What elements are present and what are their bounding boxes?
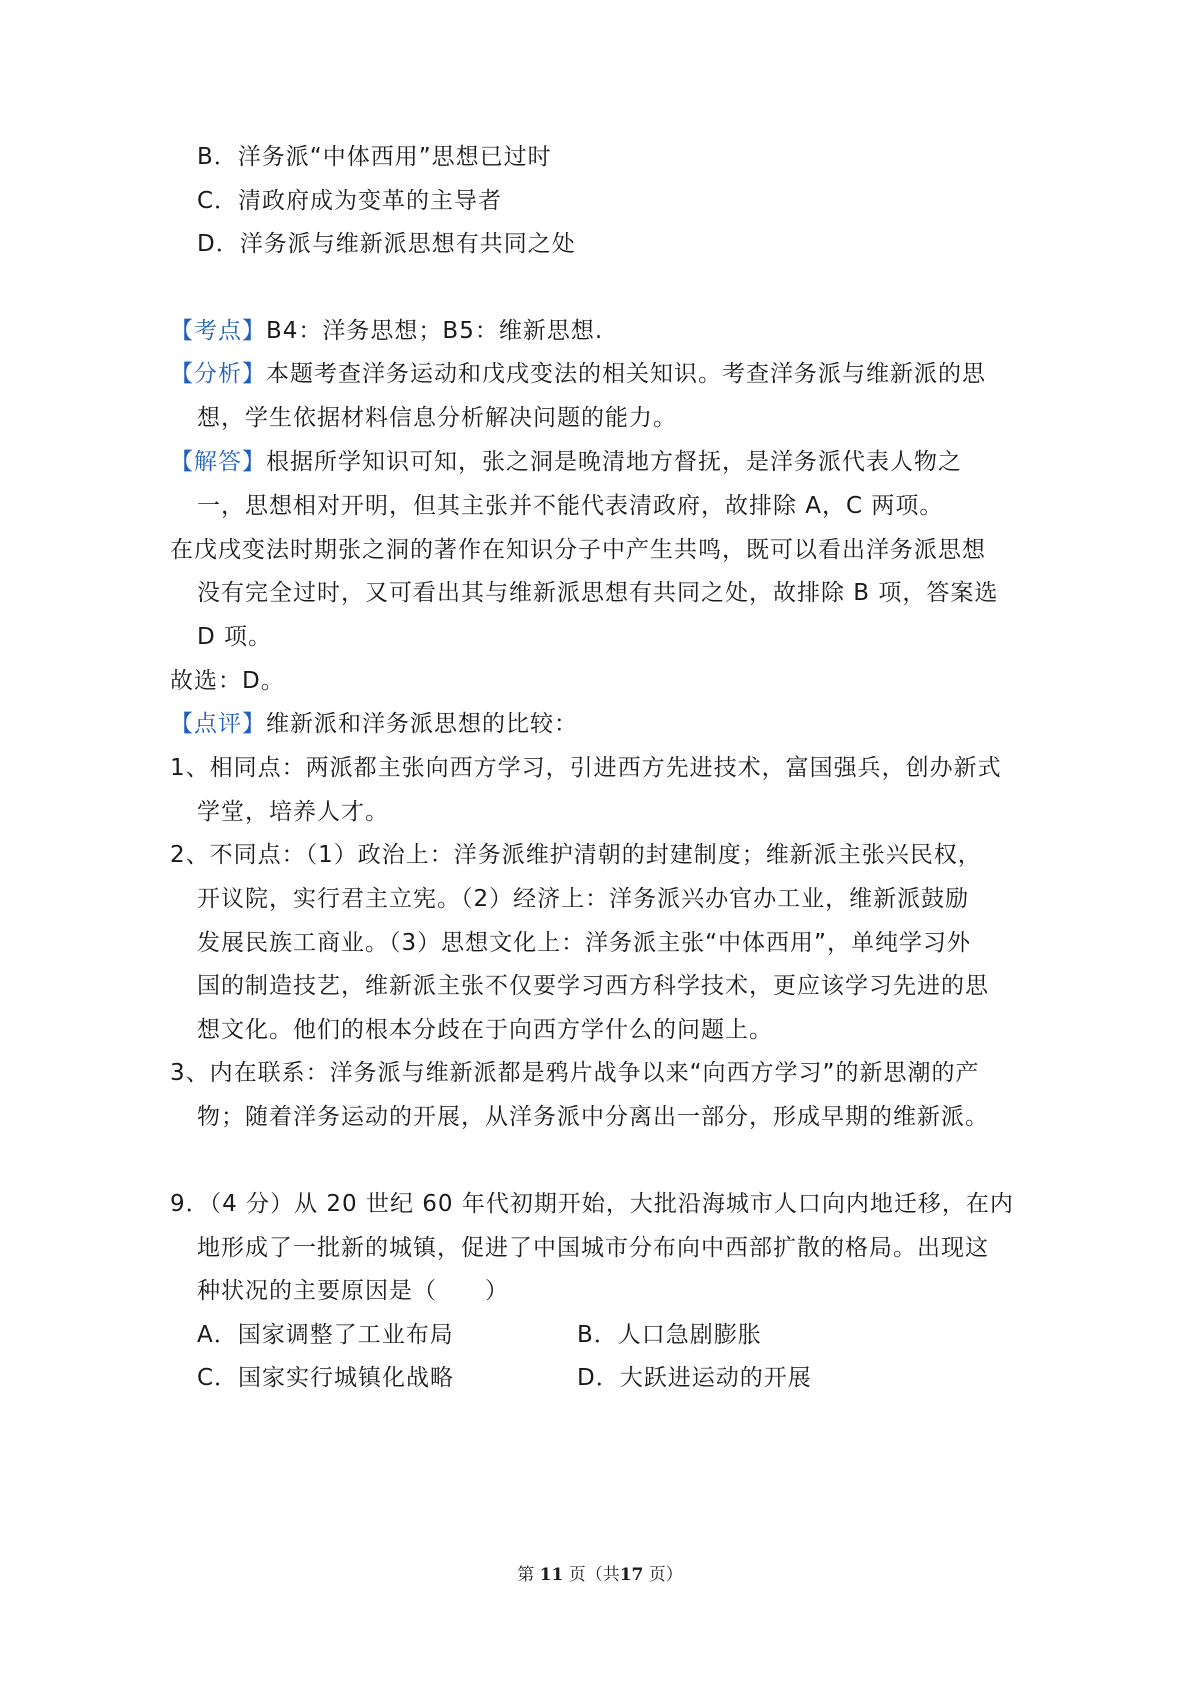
jieda-line-3: 在戊戌变法时期张之洞的著作在知识分子中产生共鸣，既可以看出洋务派思想 <box>170 537 986 563</box>
answer-line: 故选：D。 <box>170 668 285 694</box>
point-1-line-1: 1、相同点：两派都主张向西方学习，引进西方先进技术，富国强兵，创办新式 <box>170 755 1002 781</box>
prev-option-d: D．洋务派与维新派思想有共同之处 <box>197 231 576 257</box>
point-1-line-2: 学堂，培养人才。 <box>197 799 389 825</box>
question-9-stem-line-2: 地形成了一批新的城镇，促进了中国城市分布向中西部扩散的格局。出现这 <box>197 1235 989 1261</box>
prev-option-b: B．洋务派“中体西用”思想已过时 <box>197 144 552 170</box>
fenxi-tag: 【分析】 <box>170 361 266 387</box>
dianping-tag: 【点评】 <box>170 711 266 737</box>
fenxi-line-2: 想，学生依据材料信息分析解决问题的能力。 <box>197 405 677 431</box>
point-2-line-3: 发展民族工商业。（3）思想文化上：洋务派主张“中体西用”，单纯学习外 <box>197 930 971 956</box>
footer-suffix: 页） <box>648 1565 683 1585</box>
jieda-tag: 【解答】 <box>170 449 266 475</box>
jieda-line-4: 没有完全过时，又可看出其与维新派思想有共同之处，故排除 B 项，答案选 <box>197 580 999 606</box>
jieda-line-1: 根据所学知识可知，张之洞是晚清地方督抚，是洋务派代表人物之 <box>266 449 962 475</box>
fenxi-line-1: 本题考查洋务运动和戊戌变法的相关知识。考查洋务派与维新派的思 <box>266 361 986 387</box>
jieda-line-5: D 项。 <box>197 624 273 650</box>
point-2-line-4: 国的制造技艺，维新派主张不仅要学习西方科学技术，更应该学习先进的思 <box>197 973 989 999</box>
footer-page-number: 11 <box>539 1565 564 1585</box>
fenxi-section <box>170 359 986 389</box>
dianping-section <box>170 709 578 739</box>
point-3-line-1: 3、内在联系：洋务派与维新派都是鸦片战争以来“向西方学习”的新思潮的产 <box>170 1060 980 1086</box>
page-footer <box>0 1563 1200 1587</box>
question-9-option-d: D．大跃进运动的开展 <box>577 1365 812 1391</box>
footer-total-pages: 17 <box>619 1565 644 1585</box>
footer-middle: 页（共 <box>568 1565 620 1585</box>
point-2-line-2: 开议院，实行君主立宪。（2）经济上：洋务派兴办官办工业，维新派鼓励 <box>197 886 970 912</box>
point-3-line-2: 物；随着洋务运动的开展，从洋务派中分离出一部分，形成早期的维新派。 <box>197 1104 989 1130</box>
question-9-stem-line-1: 9．（4 分）从 20 世纪 60 年代初期开始，大批沿海城市人口向内地迁移，在内 <box>170 1191 1014 1217</box>
point-2-line-1: 2、不同点：（1）政治上：洋务派维护清朝的封建制度；维新派主张兴民权， <box>170 842 982 868</box>
kaodian-text: B4：洋务思想；B5：维新思想. <box>266 318 604 344</box>
question-9-stem-line-3: 种状况的主要原因是（ ） <box>197 1278 509 1304</box>
point-2-line-5: 想文化。他们的根本分歧在于向西方学什么的问题上。 <box>197 1017 773 1043</box>
question-9-option-b: B．人口急剧膨胀 <box>577 1322 762 1348</box>
jieda-line-2: 一，思想相对开明，但其主张并不能代表清政府，故排除 A，C 两项。 <box>197 493 944 519</box>
jieda-section <box>170 447 962 477</box>
kaodian-tag: 【考点】 <box>170 318 266 344</box>
footer-prefix: 第 <box>517 1565 535 1585</box>
question-9-option-c: C．国家实行城镇化战略 <box>197 1365 455 1391</box>
kaodian-section <box>170 316 603 346</box>
prev-option-c: C．清政府成为变革的主导者 <box>197 188 503 214</box>
question-9-option-a: A．国家调整了工业布局 <box>197 1322 454 1348</box>
dianping-text: 维新派和洋务派思想的比较： <box>266 711 578 737</box>
